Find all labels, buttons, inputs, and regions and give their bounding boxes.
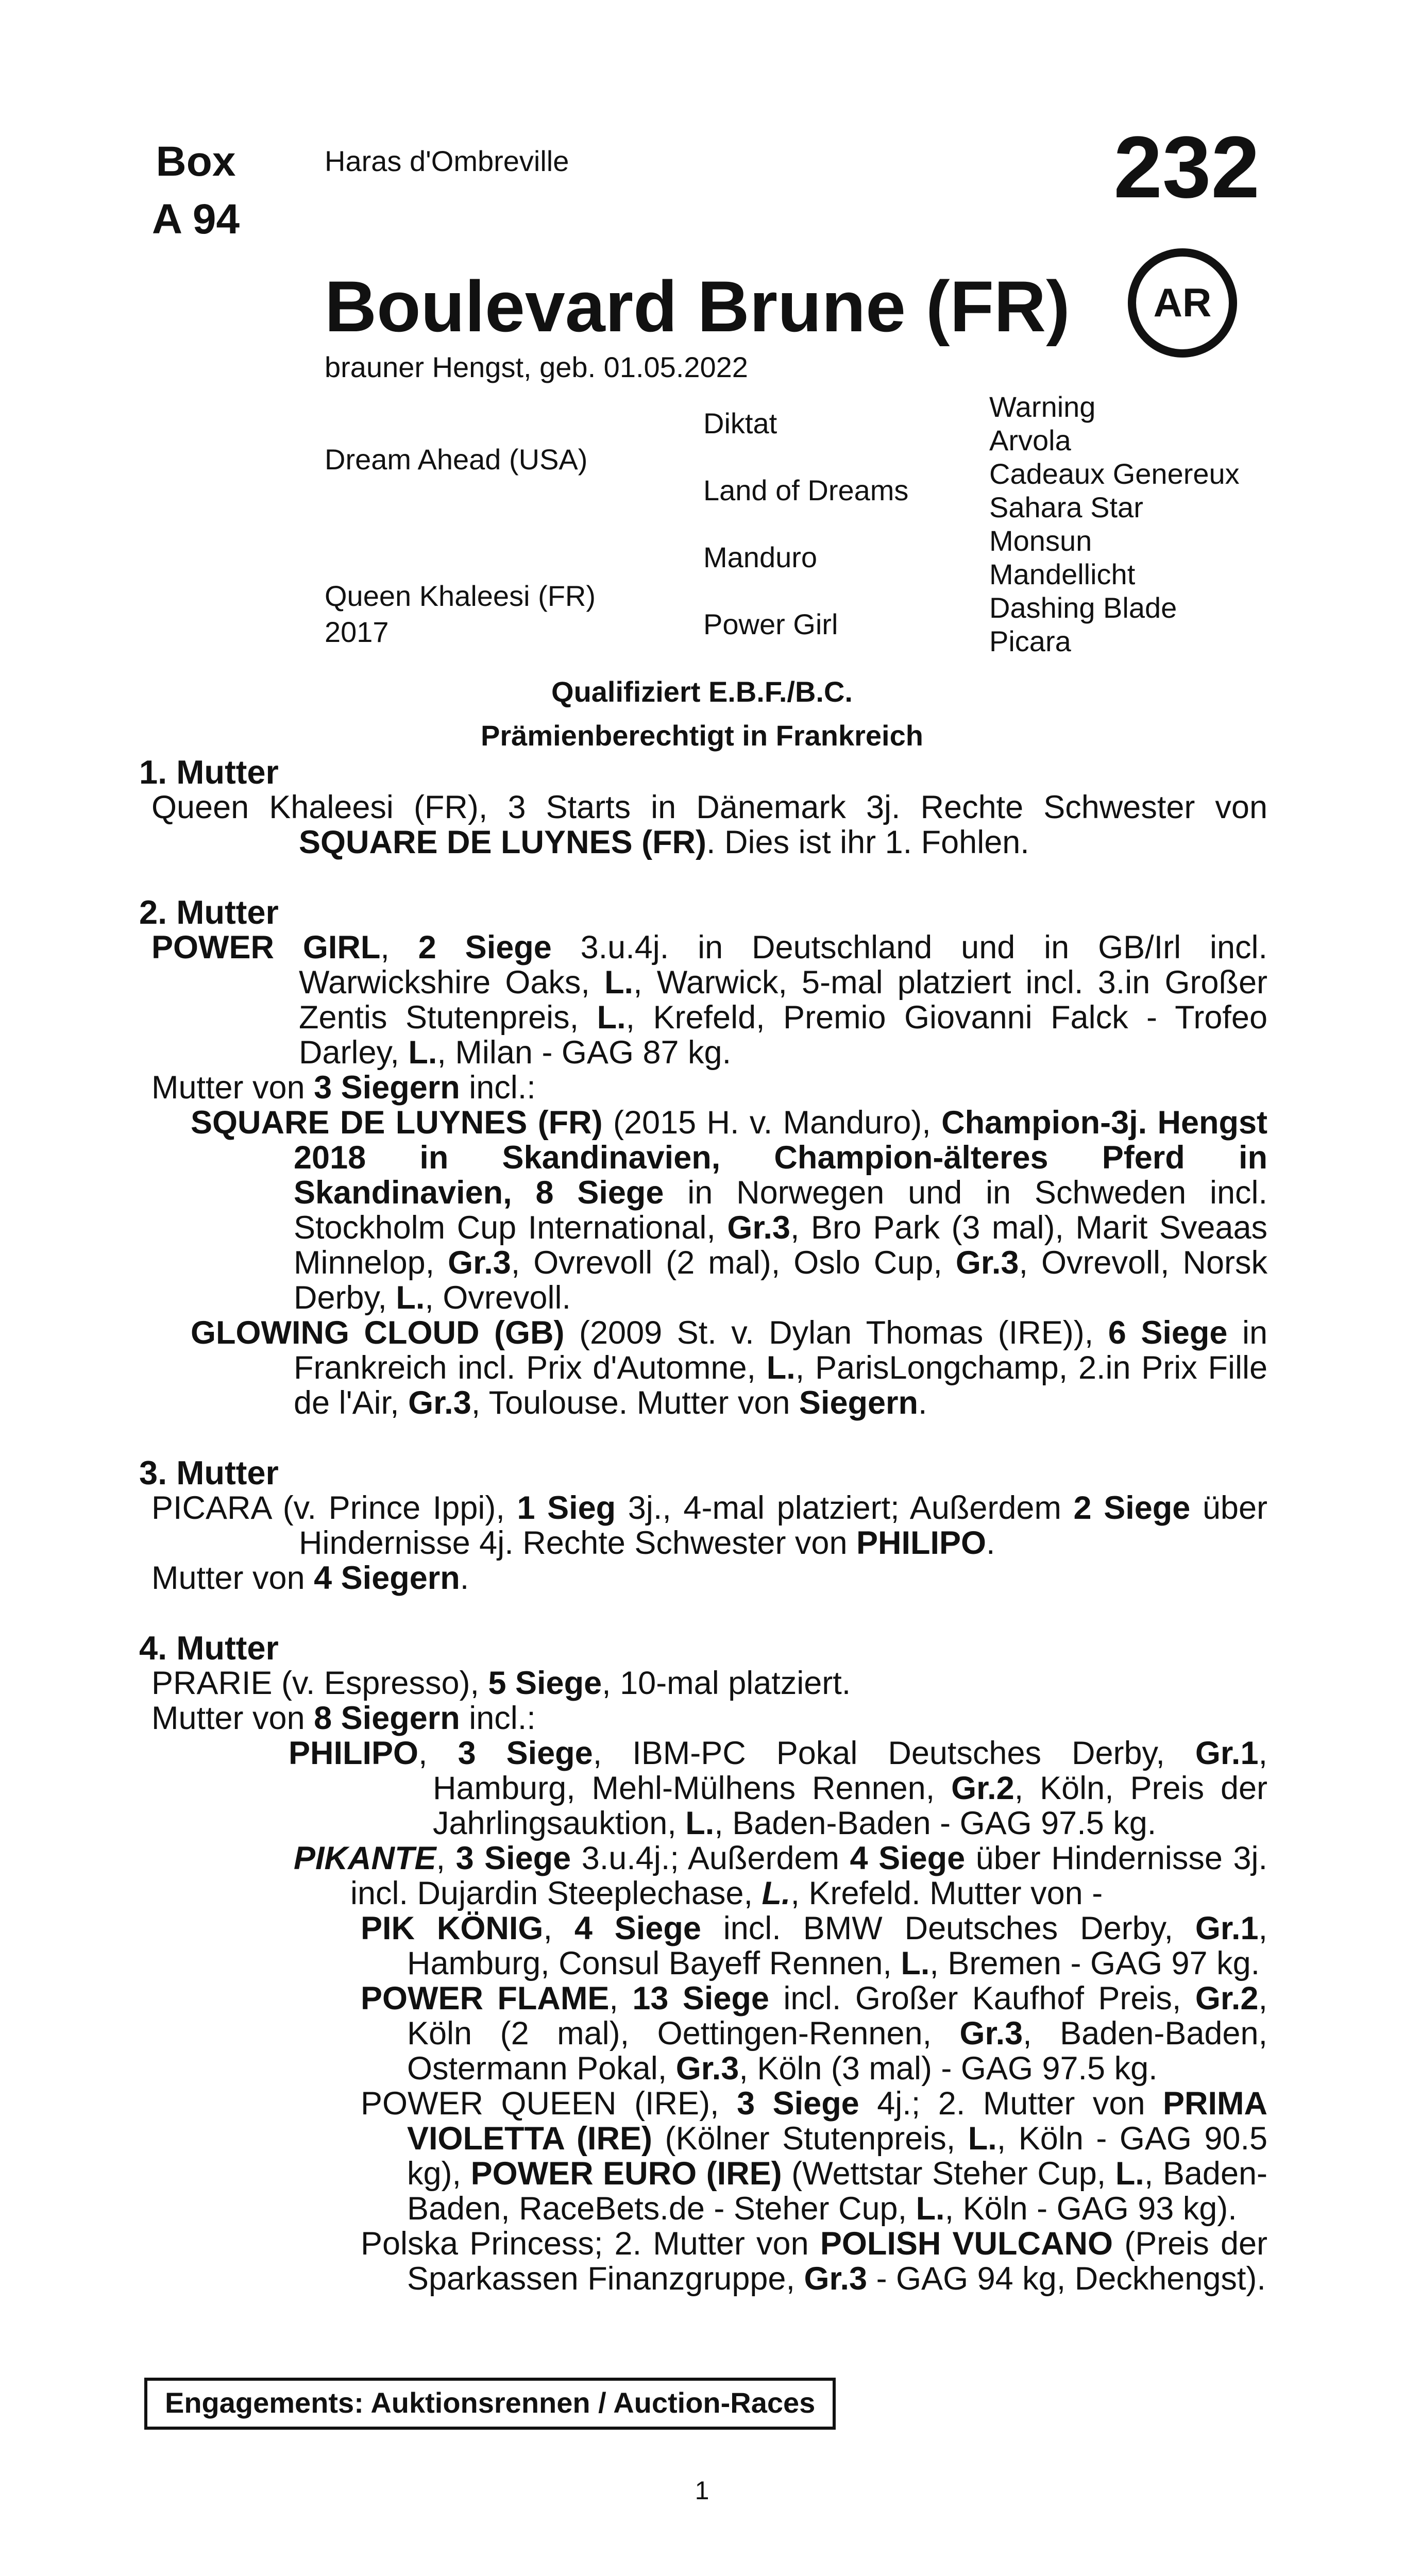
section-title: 2. Mutter [139,893,279,931]
pedigree-sire-dam: Land of Dreams [703,474,909,506]
section-title: 4. Mutter [139,1629,279,1667]
section-3rd-dam [139,1455,1267,1596]
pedigree-g3-2: Arvola [989,424,1071,456]
progeny-intro: Mutter von 4 Siegern. [151,1560,469,1596]
engagements-box: Engagements: Auktionsrennen / Auction-Races [144,2378,836,2430]
section-2nd-dam [139,895,1267,1420]
progeny-entry: PHILIPO, 3 Siege, IBM-PC Pokal Deutsches Derby, Gr.1, Hamburg, Mehl-Mülhens Rennen, Gr.2, Köln, Preis der Jahrlingsauktion, L., Baden-Baden - GAG 97.5 kg. [289,1735,1268,1841]
progeny-entry: Polska Princess; 2. Mutter von POLISH VULCANO (Preis der Sparkassen Finanzgruppe, Gr.3 - GAG 94 kg, Deckhengst). [361,2226,1267,2297]
progeny-entry: PIK KÖNIG, 4 Siege incl. BMW Deutsches Derby, Gr.1, Hamburg, Consul Bayeff Rennen, L., Bremen - GAG 97 kg. [361,1910,1268,1981]
pedigree-sire-sire: Diktat [703,407,777,439]
lot-number: 232 [1113,118,1260,216]
box-label-line2: A 94 [151,196,240,243]
progeny-entry: POWER FLAME, 13 Siege incl. Großer Kaufhof Preis, Gr.2, Köln (2 mal), Oettingen-Rennen, Gr.3, Baden-Baden, Ostermann Pokal, Gr.3, Köln (3 mal) - GAG 97.5 kg. [361,1980,1267,2087]
progeny-intro: Mutter von 8 Siegern incl.: [151,1700,536,1736]
section-title: 1. Mutter [139,753,279,791]
dam-paragraph: Queen Khaleesi (FR), 3 Starts in Dänemark 3j. Rechte Schwester von SQUARE DE LUYNES (FR). Dies ist ihr 1. Fohlen. [151,789,1267,860]
dam-line [139,755,1267,2331]
pedigree-sire: Dream Ahead (USA) [325,443,588,476]
box-label [139,133,252,248]
dam-paragraph: PRARIE (v. Espresso), 5 Siege, 10-mal platziert. [151,1665,851,1701]
section-1st-dam [139,755,1267,860]
pedigree-dam-year: 2017 [325,616,389,648]
ar-badge-text: AR [1153,280,1212,325]
pedigree-g3-6: Mandellicht [989,558,1136,590]
pedigree-g3-4: Sahara Star [989,491,1143,523]
section-4th-dam [139,1631,1267,2296]
horse-description: brauner Hengst, geb. 01.05.2022 [325,351,748,383]
consignor: Haras d'Ombreville [325,145,569,177]
progeny-entry: PIKANTE, 3 Siege 3.u.4j.; Außerdem 4 Siege über Hindernisse 3j. incl. Dujardin Steeplechase, L., Krefeld. Mutter von - [294,1840,1267,1911]
pedigree-g3-8: Picara [989,625,1071,657]
dam-paragraph: PICARA (v. Prince Ippi), 1 Sieg 3j., 4-mal platziert; Außerdem 2 Siege über Hindernisse 4j. Rechte Schwester von PHILIPO. [151,1490,1267,1561]
progeny-entry: GLOWING CLOUD (GB) (2009 St. v. Dylan Thomas (IRE)), 6 Siege in Frankreich incl. Prix d'Automne, L., ParisLongchamp, 2.in Prix Fille de l'Air, Gr.3, Toulouse. Mutter von Siegern. [191,1315,1267,1421]
page-number: 1 [695,2476,709,2505]
pedigree-g3-1: Warning [989,391,1096,423]
progeny-entry: SQUARE DE LUYNES (FR) (2015 H. v. Manduro), Champion-3j. Hengst 2018 in Skandinavien, Champion-älteres Pferd in Skandinavien, 8 Siege in Norwegen und in Schweden incl. Stockholm Cup International, Gr.3, Bro Park (3 mal), Marit Sveaas Minnelop, Gr.3, Ovrevoll (2 mal), Oslo Cup, Gr.3, Ovrevoll, Norsk Derby, L., Ovrevoll. [191,1105,1268,1316]
pedigree-g3-5: Monsun [989,524,1092,557]
progeny-intro: Mutter von 3 Siegern incl.: [151,1070,536,1106]
box-label-line1: Box [156,138,236,185]
pedigree-dam: Queen Khaleesi (FR) [325,580,596,612]
qualification-ebf: Qualifiziert E.B.F./B.C. [551,675,853,708]
progeny-entry: POWER QUEEN (IRE), 3 Siege 4j.; 2. Mutter von PRIMA VIOLETTA (IRE) (Kölner Stutenpreis, L., Köln - GAG 90.5 kg), POWER EURO (IRE) (Wettstar Steher Cup, L., Baden-Baden, RaceBets.de - Steher Cup, L., Köln - GAG 93 kg). [361,2086,1267,2227]
pedigree-g3-3: Cadeaux Genereux [989,457,1240,490]
pedigree-dam-sire: Manduro [703,541,818,573]
ar-badge-icon [1126,246,1239,360]
dam-paragraph: POWER GIRL, 2 Siege 3.u.4j. in Deutschland und in GB/Irl incl. Warwickshire Oaks, L., Warwick, 5-mal platziert incl. 3.in Großer Zentis Stutenpreis, L., Krefeld, Premio Giovanni Falck - Trofeo Darley, L., Milan - GAG 87 kg. [151,929,1268,1071]
horse-name: Boulevard Brune (FR) [325,266,1070,347]
pedigree-g3-7: Dashing Blade [989,591,1177,624]
section-title: 3. Mutter [139,1454,279,1492]
pedigree-dam-dam: Power Girl [703,608,838,640]
qualification-france: Prämienberechtigt in Frankreich [481,719,923,752]
